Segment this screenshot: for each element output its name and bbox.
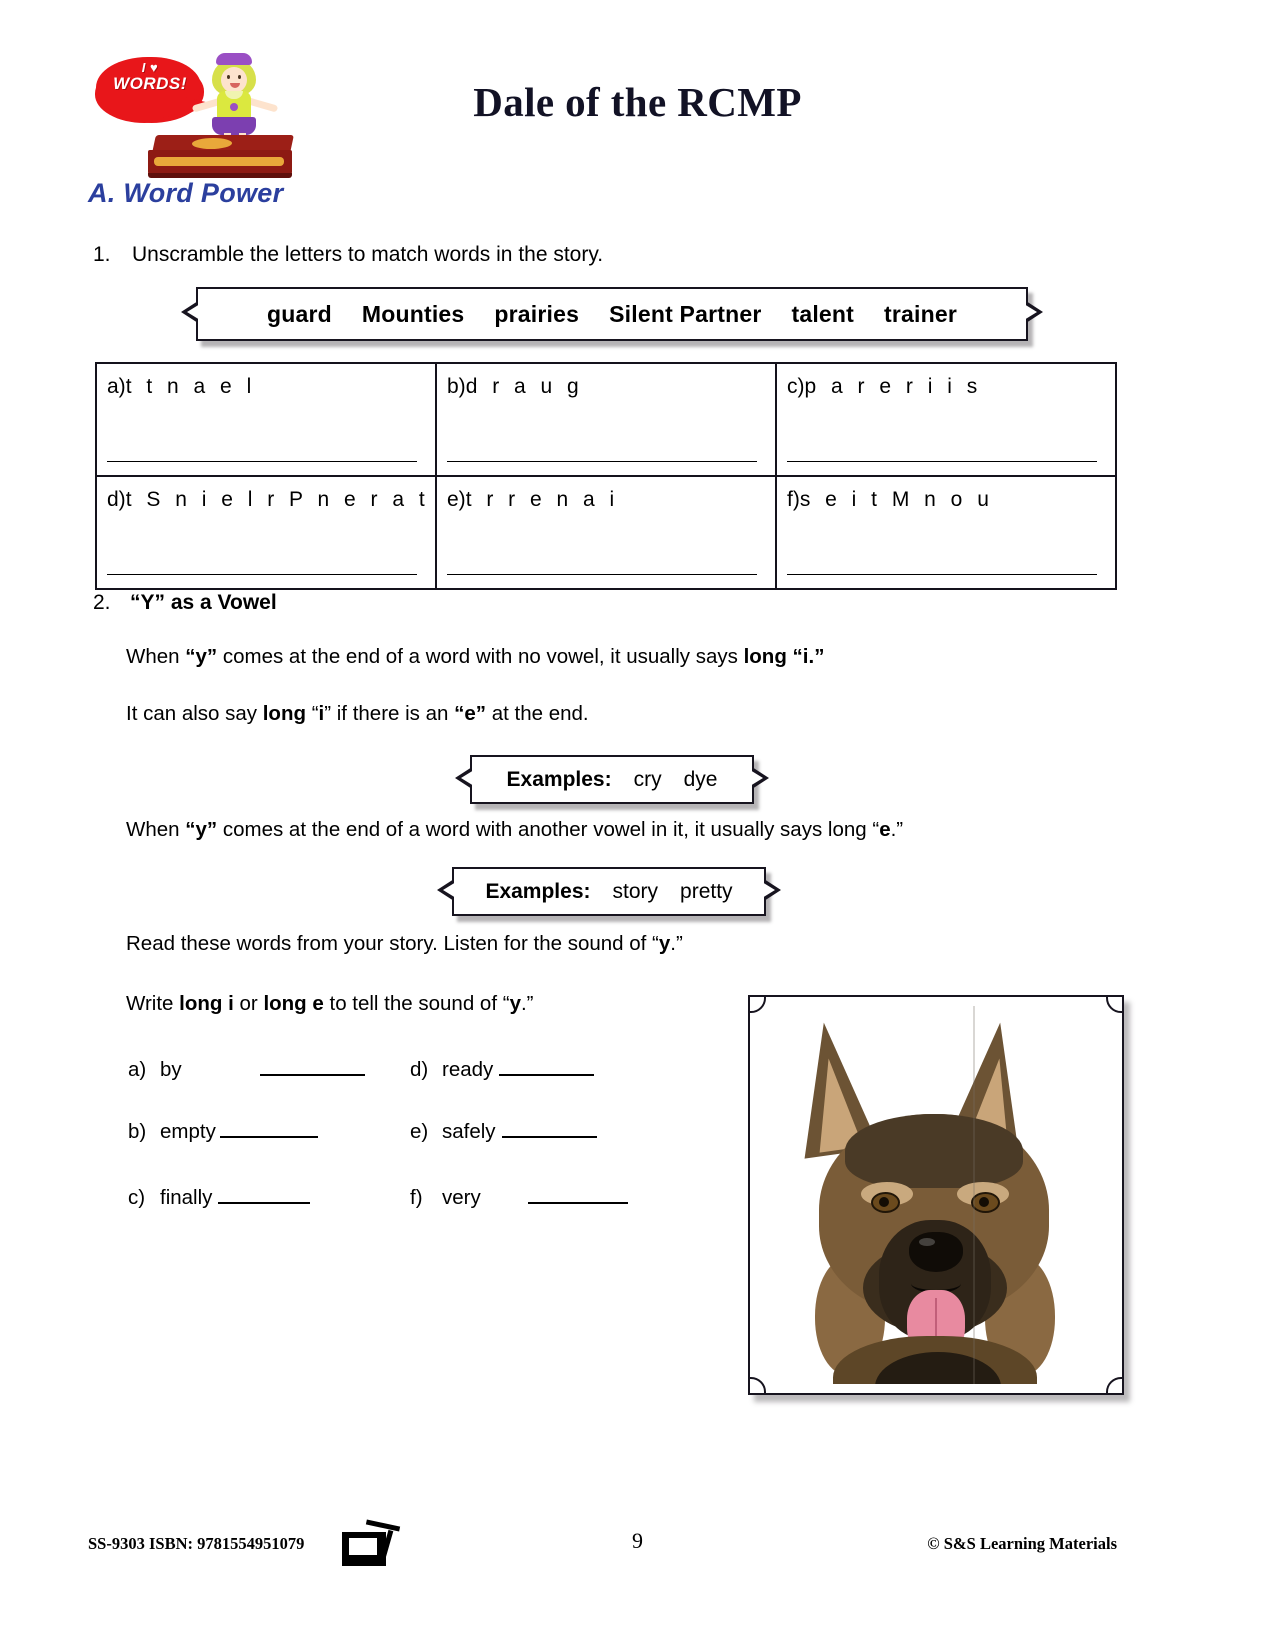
- examples-1-text: [507, 768, 718, 792]
- page-footer: [0, 1520, 1275, 1580]
- word-bank-word: prairies: [494, 300, 580, 327]
- page-header: [0, 0, 1275, 225]
- word-item-a-letter: a): [128, 1058, 147, 1081]
- word-bank-word: Silent Partner: [609, 300, 762, 327]
- y-vowel-rule-3: When “y” comes at the end of a word with another vowel in it, it usually says long “e.”: [126, 818, 904, 841]
- word-item-a-blank[interactable]: [260, 1058, 365, 1076]
- scramble-label-a: a)t t n a e l: [107, 375, 256, 398]
- scramble-cell-a[interactable]: [96, 363, 436, 476]
- question-1-number: 1.: [93, 243, 111, 266]
- question-1-instruction: Unscramble the letters to match words in the story.: [132, 243, 604, 266]
- example-word: dye: [683, 767, 718, 791]
- page-number: 9: [632, 1528, 643, 1553]
- word-item-b-letter: b): [128, 1120, 147, 1143]
- word-item-b-word: empty: [160, 1120, 216, 1143]
- girl-hat: [216, 53, 252, 65]
- banner-notch-left-inner: [461, 770, 474, 786]
- word-item-e-blank[interactable]: [502, 1120, 597, 1138]
- banner-notch-right-inner: [750, 770, 763, 786]
- dog-illustration: [759, 1006, 1113, 1384]
- word-item-c[interactable]: [128, 1186, 310, 1210]
- dog-forehead: [845, 1114, 1023, 1188]
- word-item-d[interactable]: [410, 1058, 594, 1082]
- answer-blank-a[interactable]: [107, 461, 417, 462]
- word-item-f[interactable]: [410, 1186, 628, 1210]
- answer-blank-f[interactable]: [787, 574, 1097, 575]
- word-item-e-word: safely: [442, 1120, 496, 1143]
- y-vowel-rule-1: When “y” comes at the end of a word with no vowel, it usually says long “i.”: [126, 645, 825, 668]
- examples-banner-2: [452, 867, 766, 916]
- answer-blank-c[interactable]: [787, 461, 1097, 462]
- word-bank-word: Mounties: [361, 300, 465, 327]
- banner-notch-right-inner: [1024, 304, 1037, 320]
- example-word: pretty: [680, 879, 733, 903]
- footer-isbn: SS-9303 ISBN: 9781554951079: [88, 1534, 305, 1553]
- dog-pupil-left: [879, 1197, 889, 1207]
- speech-bubble-line2: WORDS!: [113, 73, 187, 93]
- table-row: [96, 476, 1116, 589]
- example-word: cry: [633, 767, 662, 791]
- examples-banner-1: [470, 755, 754, 804]
- word-item-d-blank[interactable]: [499, 1058, 594, 1076]
- dog-pupil-right: [979, 1197, 989, 1207]
- examples-label: Examples:: [506, 767, 612, 791]
- scramble-label-e: e)t r r e n a i: [447, 488, 619, 511]
- scramble-answer-table: [95, 362, 1117, 590]
- word-item-f-word: very: [442, 1186, 481, 1209]
- scramble-cell-d[interactable]: [96, 476, 436, 589]
- answer-blank-b[interactable]: [447, 461, 757, 462]
- scramble-cell-b[interactable]: [436, 363, 776, 476]
- banner-notch-left-inner: [187, 304, 200, 320]
- dog-nose: [909, 1232, 963, 1272]
- word-item-e-letter: e): [410, 1120, 429, 1143]
- book-illustration: [148, 135, 298, 180]
- answer-blank-e[interactable]: [447, 574, 757, 575]
- banner-notch-right-inner: [762, 882, 775, 898]
- speech-bubble-line1: I ♥: [141, 60, 159, 75]
- banner-notch-left-inner: [443, 882, 456, 898]
- scramble-cell-e[interactable]: [436, 476, 776, 589]
- word-item-e[interactable]: [410, 1120, 597, 1144]
- example-word: story: [612, 879, 659, 903]
- photo-image-area: [759, 1006, 1113, 1384]
- word-item-a-word: by: [160, 1058, 182, 1081]
- word-item-f-blank[interactable]: [528, 1186, 628, 1204]
- word-item-b-blank[interactable]: [220, 1120, 318, 1138]
- footer-copyright: © S&S Learning Materials: [927, 1534, 1117, 1553]
- y-vowel-rule-2: It can also say long “i” if there is an “e” at the end.: [126, 702, 589, 725]
- page-title: Dale of the RCMP: [473, 79, 802, 125]
- word-item-a[interactable]: [128, 1058, 365, 1082]
- word-item-c-letter: c): [128, 1186, 146, 1209]
- word-item-c-blank[interactable]: [218, 1186, 310, 1204]
- word-bank-words: [252, 301, 972, 328]
- word-item-b[interactable]: [128, 1120, 318, 1144]
- scramble-label-b: b)d r a u g: [447, 375, 584, 398]
- word-bank-banner: [196, 287, 1028, 341]
- y-vowel-rule-5: Write long i or long e to tell the sound of “y.”: [126, 992, 534, 1015]
- scramble-label-d: d)t S n i e l r P n e r a t: [107, 488, 430, 511]
- scramble-cell-f[interactable]: [776, 476, 1116, 589]
- examples-2-text: [485, 880, 732, 904]
- scramble-cell-c[interactable]: [776, 363, 1116, 476]
- word-power-logo-block: [88, 45, 318, 220]
- scramble-label-c: c)p a r e r i i s: [787, 375, 982, 398]
- question-2-number: 2.: [93, 591, 111, 614]
- question-2-title: “Y” as a Vowel: [130, 591, 277, 614]
- scramble-label-f: f)s e i t M n o u: [787, 488, 994, 511]
- photo-seam-line: [973, 1006, 975, 1384]
- word-bank-word: guard: [266, 300, 332, 327]
- word-item-c-word: finally: [160, 1186, 213, 1209]
- word-bank-word: trainer: [884, 300, 958, 327]
- german-shepherd-photo: [748, 995, 1124, 1395]
- table-row: [96, 363, 1116, 476]
- examples-label: Examples:: [485, 879, 591, 903]
- word-item-d-letter: d): [410, 1058, 429, 1081]
- word-item-d-word: ready: [442, 1058, 494, 1081]
- section-title: A. Word Power: [88, 178, 284, 208]
- y-vowel-rule-4: Read these words from your story. Listen for the sound of “y.”: [126, 932, 683, 955]
- dog-nose-highlight: [919, 1238, 935, 1246]
- word-item-f-letter: f): [410, 1186, 423, 1209]
- answer-blank-d[interactable]: [107, 574, 417, 575]
- book-band: [154, 157, 284, 166]
- word-bank-word: talent: [791, 300, 855, 327]
